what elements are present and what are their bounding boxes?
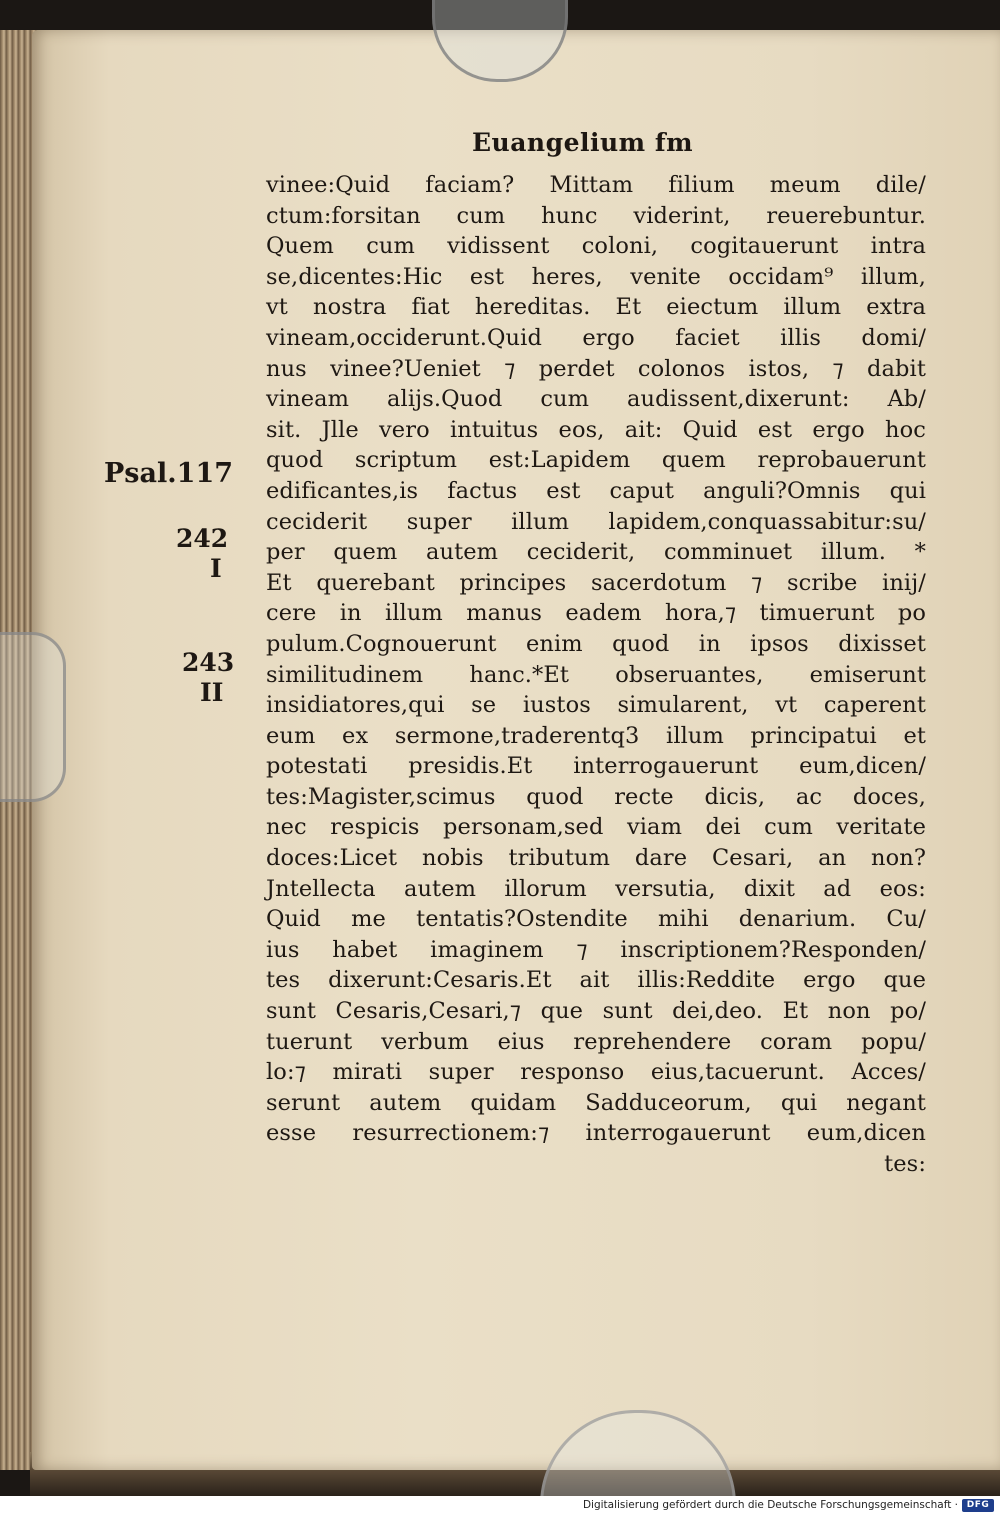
- text-line: Jntellecta autem illorum versutia, dixit ad eos:: [266, 875, 926, 902]
- text-line: per quem autem ceciderit, comminuet illum. *: [266, 539, 926, 566]
- text-line: Et querebant principes sacerdotum ⁊ scribe inij/: [266, 569, 926, 596]
- marginal-roman-ii: II: [200, 678, 224, 707]
- running-head: Euangelium fm: [472, 128, 694, 157]
- marginal-number-242: 242: [176, 524, 229, 553]
- body-text: [266, 170, 926, 1180]
- marginal-psalm-reference: Psal.117: [104, 458, 234, 489]
- text-line: esse resurrectionem:⁊ interrogauerunt eum,dicen: [266, 1120, 926, 1147]
- text-line: sit. Jlle vero intuitus eos, ait: Quid est ergo hoc: [266, 416, 926, 443]
- text-line: vineam,occiderunt.Quid ergo faciet illis domi/: [266, 324, 926, 351]
- text-line: ceciderit super illum lapidem,conquassabitur:su/: [266, 508, 926, 535]
- text-line: cere in illum manus eadem hora,⁊ timuerunt po: [266, 600, 926, 627]
- marginal-number-243: 243: [182, 648, 235, 677]
- text-line: similitudinem hanc.*Et obseruantes, emiserunt: [266, 661, 926, 688]
- text-line: tes dixerunt:Cesaris.Et ait illis:Reddite ergo que: [266, 967, 926, 994]
- text-line: Quem cum vidissent coloni, cogitauerunt intra: [266, 233, 926, 260]
- glass-clip-left: [0, 632, 66, 802]
- text-line: edificantes,is factus est caput anguli?Omnis qui: [266, 477, 926, 504]
- text-line: nec respicis personam,sed viam dei cum veritate: [266, 814, 926, 841]
- text-line: insidiatores,qui se iustos simularent, vt caperent: [266, 692, 926, 719]
- text-line: tes:Magister,scimus quod recte dicis, ac doces,: [266, 783, 926, 810]
- text-line: eum ex sermone,traderentq3 illum principatui et: [266, 722, 926, 749]
- dfg-logo: DFG: [962, 1499, 994, 1512]
- text-line: vinee:Quid faciam? Mittam filium meum dile/: [266, 172, 926, 198]
- text-line: quod scriptum est:Lapidem quem reprobauerunt: [266, 447, 926, 474]
- text-line: ctum:forsitan cum hunc viderint, reuerebuntur.: [266, 202, 926, 229]
- text-line: serunt autem quidam Sadduceorum, qui negant: [266, 1089, 926, 1116]
- text-line: pulum.Cognouerunt enim quod in ipsos dixisset: [266, 630, 926, 657]
- text-line: sunt Cesaris,Cesari,⁊ que sunt dei,deo. Et non po/: [266, 998, 926, 1025]
- text-line: lo:⁊ mirati super responso eius,tacuerunt. Acces/: [266, 1059, 926, 1086]
- funding-credit: Digitalisierung gefördert durch die Deutsche Forschungsgemeinschaft ·: [582, 1499, 958, 1511]
- text-line: vineam alijs.Quod cum audissent,dixerunt: Ab/: [266, 386, 926, 413]
- text-line: vt nostra fiat hereditas. Et eiectum illum extra: [266, 294, 926, 321]
- text-line: potestati presidis.Et interrogauerunt eum,dicen/: [266, 753, 926, 780]
- text-line: Quid me tentatis?Ostendite mihi denarium. Cu/: [266, 906, 926, 933]
- text-line: doces:Licet nobis tributum dare Cesari, an non?: [266, 845, 926, 872]
- text-line: ius habet imaginem ⁊ inscriptionem?Responden/: [266, 936, 926, 963]
- catchword: tes:: [884, 1151, 926, 1177]
- text-line: nus vinee?Ueniet ⁊ perdet colonos istos, ⁊ dabit: [266, 355, 926, 382]
- text-line: tuerunt verbum eius reprehendere coram popu/: [266, 1028, 926, 1055]
- marginal-roman-i: I: [210, 554, 222, 583]
- text-line: se,dicentes:Hic est heres, venite occidam⁹ illum,: [266, 263, 926, 290]
